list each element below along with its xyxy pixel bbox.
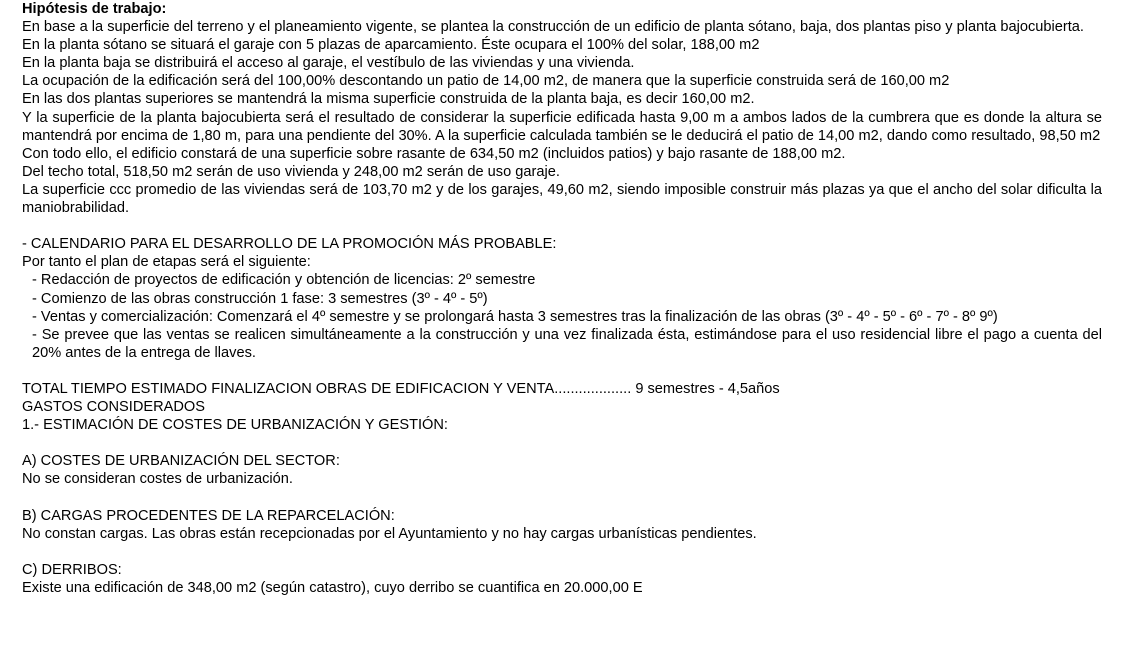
expenses-title: GASTOS CONSIDERADOS: [22, 399, 205, 416]
spacer: [22, 217, 1102, 235]
document-heading: Hipótesis de trabajo:: [22, 1, 167, 17]
hypothesis-paragraph: La ocupación de la edificación será del 100,00% descontando un patio de 14,00 m2, de manera que la superficie construida será de 160,00 m2: [22, 73, 950, 90]
hypothesis-paragraph: Del techo total, 518,50 m2 serán de uso vivienda y 248,00 m2 serán de uso garaje.: [22, 163, 560, 180]
calendar-item: - Ventas y comercialización: Comenzará el 4º semestre y se prolongará hasta 3 semestres tras la finalización de las obras (3º - 4º - 5º - 6º - 7º - 8º 9º): [32, 308, 998, 325]
hypothesis-paragraph: En la planta sótano se situará el garaje con 5 plazas de aparcamiento. Éste ocupara el 100% del solar, 188,00 m2: [22, 37, 760, 54]
section-b-title: B) CARGAS PROCEDENTES DE LA REPARCELACIÓN:: [22, 507, 395, 524]
expenses-subtitle: 1.- ESTIMACIÓN DE COSTES DE URBANIZACIÓN Y GESTIÓN:: [22, 417, 448, 434]
hypothesis-paragraph: Y la superficie de la planta bajocubierta será el resultado de considerar la superficie edificada hasta 9,00 m a ambos lados de la cumbrera que es donde la altura se mantendrá por encima de 1,80 m, para una pendiente del 30%. A la superficie calculada también se le deducirá el patio de 14,00 m2, dando como resultado, 98,50 m2: [22, 109, 1102, 144]
calendar-title: - CALENDARIO PARA EL DESARROLLO DE LA PROMOCIÓN MÁS PROBABLE:: [22, 236, 557, 253]
section-c-text: Existe una edificación de 348,00 m2 (según catastro), cuyo derribo se cuantifica en 20.000,00 E: [22, 580, 643, 596]
section-c-title: C) DERRIBOS:: [22, 561, 122, 578]
calendar-item: - Comienzo de las obras construcción 1 fase: 3 semestres (3º - 4º - 5º): [32, 290, 488, 307]
section-b-text: No constan cargas. Las obras están recepcionadas por el Ayuntamiento y no hay cargas urbanísticas pendientes.: [22, 525, 757, 542]
hypothesis-paragraph: La superficie ccc promedio de las viviendas será de 103,70 m2 y de los garajes, 49,60 m2, siendo imposible construir más plazas ya que el ancho del solar dificulta la maniobrabilidad.: [22, 181, 1102, 217]
hypothesis-paragraph: Con todo ello, el edificio constará de una superficie sobre rasante de 634,50 m2 (incluidos patios) y bajo rasante de 188,00 m2.: [22, 145, 846, 162]
hypothesis-paragraph: En las dos plantas superiores se mantendrá la misma superficie construida de la planta baja, es decir 160,00 m2.: [22, 91, 755, 108]
total-time-line: TOTAL TIEMPO ESTIMADO FINALIZACION OBRAS DE EDIFICACION Y VENTA................... 9 semestres - 4,5años: [22, 380, 780, 397]
spacer: [22, 489, 1102, 507]
hypothesis-paragraph: En la planta baja se distribuirá el acceso al garaje, el vestíbulo de las viviendas y una vivienda.: [22, 55, 635, 72]
spacer: [22, 434, 1102, 452]
section-a-title: A) COSTES DE URBANIZACIÓN DEL SECTOR:: [22, 453, 340, 470]
calendar-item: - Se prevee que las ventas se realicen simultáneamente a la construcción y una vez finalizada ésta, estimándose para el uso residencial libre el pago a cuenta del 20% antes de la entrega de llaves.: [32, 326, 1102, 361]
calendar-intro: Por tanto el plan de etapas será el siguiente:: [22, 254, 311, 271]
spacer: [22, 362, 1102, 380]
hypothesis-paragraph: En base a la superficie del terreno y el planeamiento vigente, se plantea la construcción de un edificio de planta sótano, baja, dos plantas piso y planta bajocubierta.: [22, 19, 1084, 36]
section-a-text: No se consideran costes de urbanización.: [22, 471, 293, 488]
calendar-item: - Redacción de proyectos de edificación y obtención de licencias: 2º semestre: [32, 272, 536, 289]
document-body: [22, 0, 1102, 597]
spacer: [22, 543, 1102, 561]
